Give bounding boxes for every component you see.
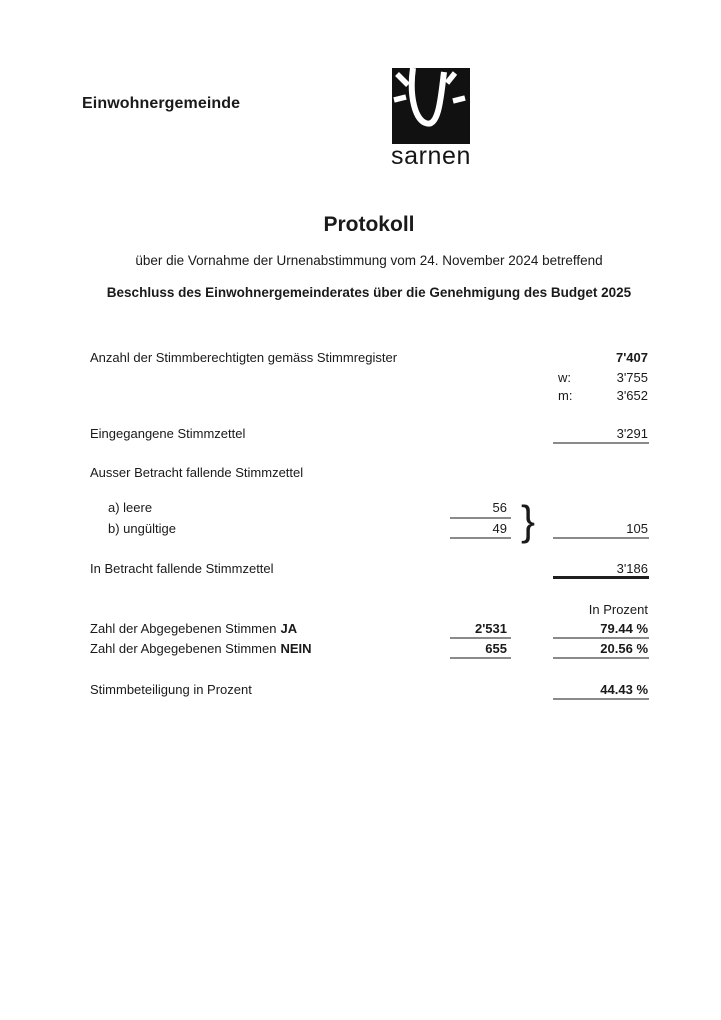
no-label-text: Zahl der Abgegebenen Stimmen (90, 641, 277, 656)
yes-label-text: Zahl der Abgegebenen Stimmen (90, 621, 277, 636)
men-value: 3'652 (616, 388, 648, 403)
eligible-value: 7'407 (615, 350, 648, 365)
valid-value: 3'186 (616, 561, 648, 576)
yes-percent-rule (553, 637, 649, 639)
yes-value-rule (450, 637, 511, 639)
no-label-emph: NEIN (280, 641, 312, 656)
excluded-total-rule (553, 537, 649, 539)
received-value: 3'291 (616, 426, 648, 441)
turnout-rule (553, 698, 649, 700)
invalid-label: b) ungültige (108, 521, 176, 536)
valid-rule (553, 576, 649, 579)
document-subtitle: über die Vornahme der Urnenabstimmung vom 24. November 2024 betreffend (135, 253, 603, 268)
excluded-total-value: 105 (626, 521, 648, 536)
no-label (90, 641, 312, 657)
yes-label (90, 621, 297, 637)
sarnen-logo-icon (392, 68, 470, 144)
empty-label: a) leere (108, 500, 153, 515)
valid-label: In Betracht fallende Stimmzettel (90, 561, 274, 576)
yes-value: 2'531 (474, 621, 507, 636)
document-title: Protokoll (323, 213, 415, 236)
received-rule (553, 442, 649, 444)
sarnen-wordmark: sarnen (391, 142, 472, 170)
org-name: Einwohnergemeinde (82, 95, 241, 112)
document-subject: Beschluss des Einwohnergemeinderates über die Genehmigung des Budget 2025 (106, 285, 632, 300)
no-value-rule (450, 657, 511, 659)
yes-label-emph: JA (280, 621, 298, 636)
no-value: 655 (485, 641, 507, 656)
empty-rule (450, 517, 511, 519)
empty-value: 56 (492, 500, 507, 515)
men-label: m: (558, 388, 573, 403)
brace-glyph: } (521, 497, 536, 544)
no-percent-rule (553, 657, 649, 659)
turnout-label: Stimmbeteiligung in Prozent (90, 682, 252, 697)
yes-percent: 79.44 % (600, 621, 648, 636)
eligible-label: Anzahl der Stimmberechtigten gemäss Stimmregister (90, 350, 398, 365)
turnout-value: 44.43 % (600, 682, 648, 697)
sarnen-logo (392, 68, 470, 144)
invalid-rule (450, 537, 511, 539)
received-label: Eingegangene Stimmzettel (90, 426, 246, 441)
women-value: 3'755 (616, 370, 648, 385)
women-label: w: (558, 370, 571, 385)
no-percent: 20.56 % (600, 641, 648, 656)
invalid-value: 49 (492, 521, 507, 536)
excluded-header: Ausser Betracht fallende Stimmzettel (90, 465, 304, 480)
percent-header: In Prozent (588, 602, 648, 617)
